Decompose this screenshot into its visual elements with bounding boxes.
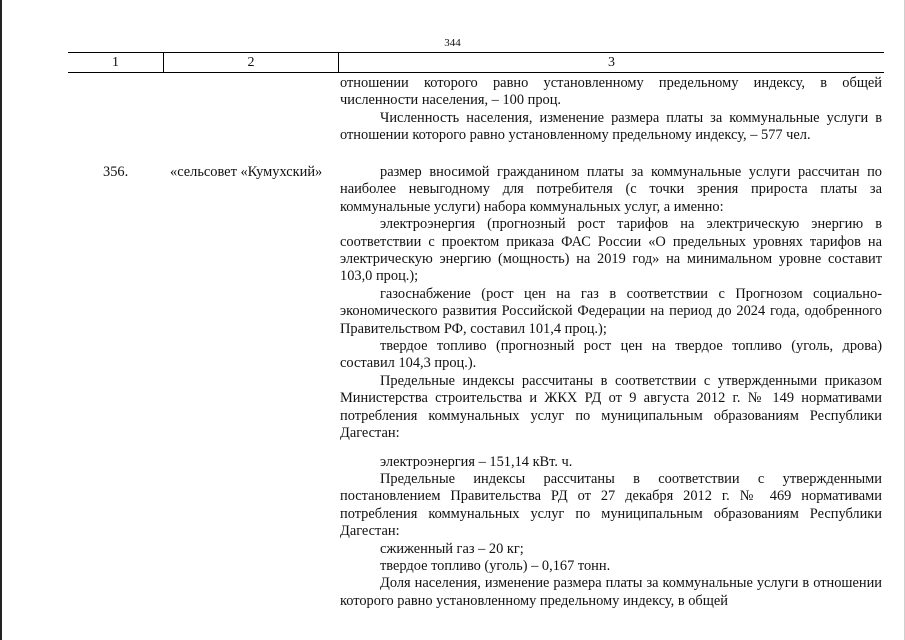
header-col-3: 3 <box>608 55 615 70</box>
row-description <box>340 164 882 610</box>
continuation-paragraph-1: отношении которого равно установленному предельному индексу, в общей численности населения, – 100 проц. <box>340 75 882 109</box>
description-paragraph: сжиженный газ – 20 кг; <box>380 540 524 557</box>
row-number: 356. <box>103 164 129 180</box>
continuation-text <box>340 75 882 145</box>
description-paragraph: размер вносимой гражданином платы за коммунальные услуги рассчитан по наиболее невыгодному для потребителя (с точки зрения прироста платы за коммунальные услуги) набора коммунальных услуг, а именно: <box>340 164 882 215</box>
continuation-paragraph-2: Численность населения, изменение размера платы за коммунальные услуги в отношении которого равно установленному предельному индексу, – 577 чел. <box>340 109 882 144</box>
description-paragraph: электроэнергия – 151,14 кВт. ч. <box>380 453 573 470</box>
description-paragraph: Доля населения, изменение размера платы за коммунальные услуги в отношении которого равно установленному предельному индексу, в общей <box>340 575 882 609</box>
description-paragraph: Предельные индексы рассчитаны в соответствии с утвержденными приказом Министерства строительства и ЖКХ РД от 9 августа 2012 г. № 149 нормативами потребления коммунальных услуг по муниципальным образованиям Республики Дагестан: <box>340 372 882 442</box>
page-number: 344 <box>444 37 461 49</box>
table-header <box>68 52 884 73</box>
description-paragraph: твердое топливо (уголь) – 0,167 тонн. <box>380 557 611 574</box>
description-paragraph: Предельные индексы рассчитаны в соответствии с утвержденными постановлением Правительства РД от 27 декабря 2012 г. № 469 нормативами потребления коммунальных услуг по муниципальным образованиям Республики Дагестан: <box>340 470 882 540</box>
row-municipality-name: «сельсовет «Кумухский» <box>170 164 323 180</box>
scan-left-edge <box>0 0 2 640</box>
header-col-1: 1 <box>112 55 119 70</box>
description-paragraph: твердое топливо (прогнозный рост цен на твердое топливо (уголь, дрова) составил 104,3 проц.). <box>340 338 882 372</box>
description-paragraph: электроэнергия (прогнозный рост тарифов на электрическую энергию в соответствии с проектом приказа ФАС России «О предельных уровнях тарифов на электрическую энергию (мощность) на 2019 год» на минимальном уровне составит 103,0 проц.); <box>340 216 882 285</box>
description-paragraph: газоснабжение (рост цен на газ в соответствии с Прогнозом социально-экономического развития Российской Федерации на период до 2024 года, одобренного Правительством РФ, составил 101,4 проц.); <box>340 285 882 337</box>
header-col-2: 2 <box>247 55 255 70</box>
